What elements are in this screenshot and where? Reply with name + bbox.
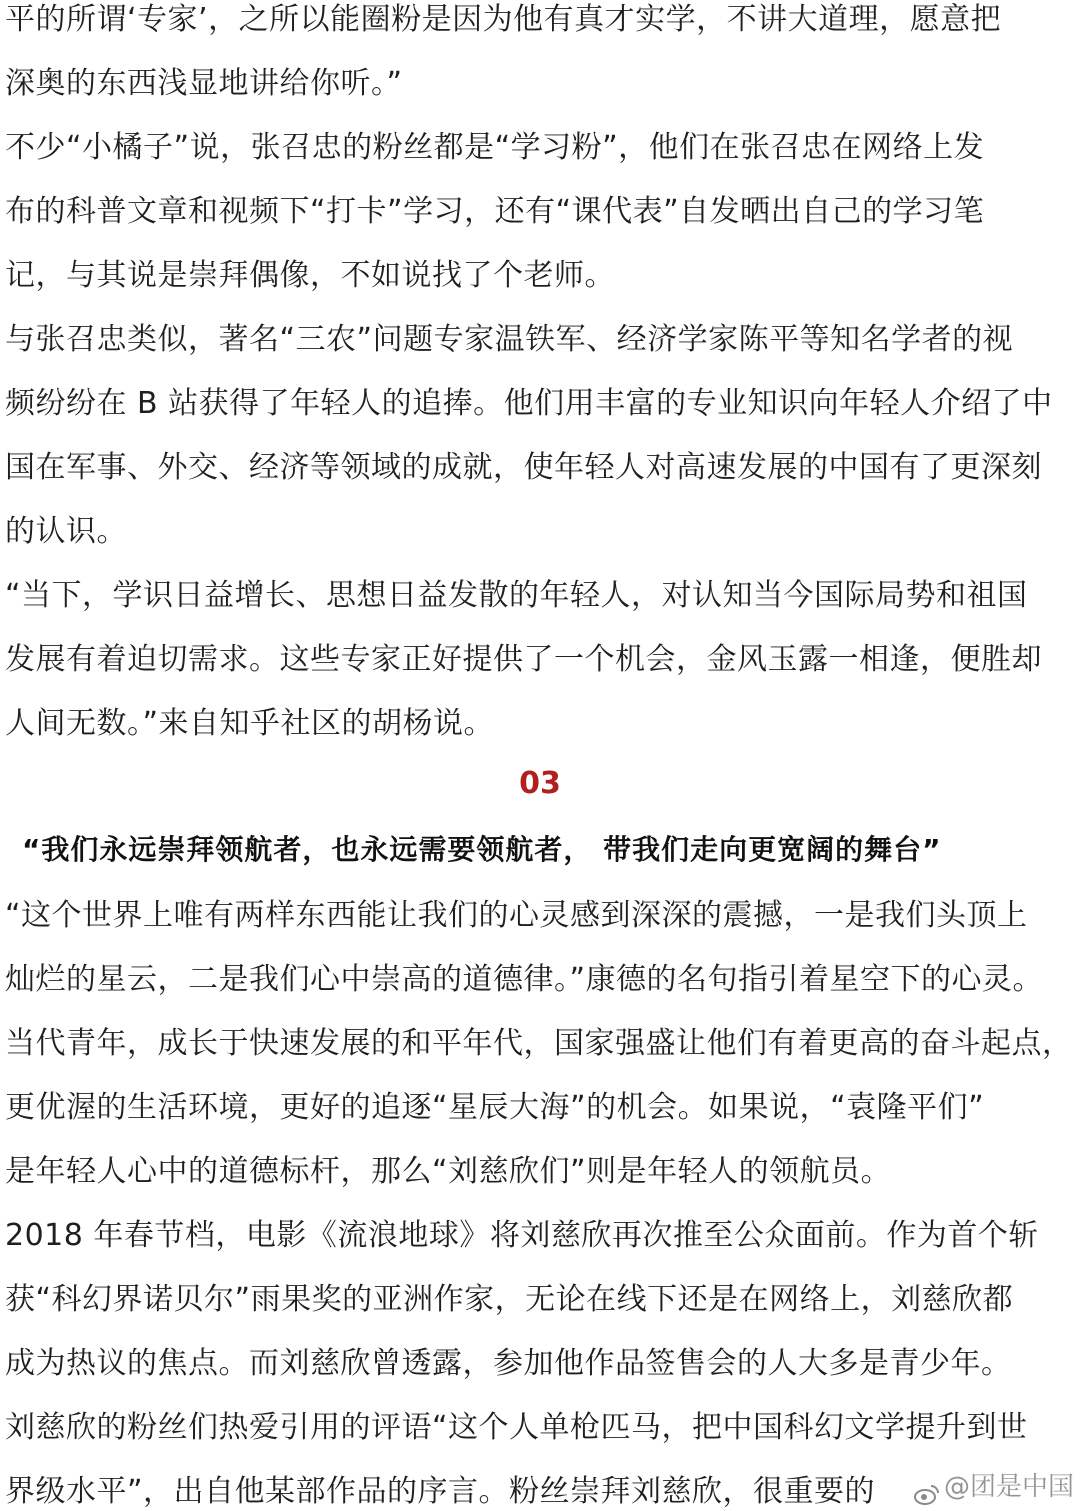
paragraph-line: 频纷纷在 B 站获得了年轻人的追捧。他们用丰富的专业知识向年轻人介绍了中 (5, 386, 1053, 421)
weibo-logo-icon (914, 1477, 940, 1499)
paragraph-line: 获“科幻界诺贝尔”雨果奖的亚洲作家，无论在线下还是在网络上，刘慈欣都 (5, 1282, 1014, 1317)
watermark-text: @团是中国 (943, 1472, 1074, 1502)
paragraph-line: 记，与其说是崇拜偶像，不如说找了个老师。 (5, 258, 615, 293)
paragraph-line: 灿烂的星云，二是我们心中崇高的道德律。”康德的名句指引着星空下的心灵。 (5, 962, 1044, 997)
section-number: 03 (519, 766, 561, 801)
paragraph-line: 深奥的东西浅显地讲给你听。” (5, 66, 403, 101)
paragraph-line: 成为热议的焦点。而刘慈欣曾透露，参加他作品签售会的人大多是青少年。 (5, 1346, 1012, 1381)
paragraph-line: “当下，学识日益增长、思想日益发散的年轻人，对认知当今国际局势和祖国 (5, 578, 1028, 613)
paragraph-line: 的认识。 (5, 514, 127, 549)
paragraph-line: 布的科普文章和视频下“打卡”学习，还有“课代表”自发晒出自己的学习笔 (5, 194, 985, 229)
paragraph-line: 不少“小橘子”说，张召忠的粉丝都是“学习粉”，他们在张召忠在网络上发 (5, 130, 985, 165)
paragraph-line: 平的所谓‘专家’，之所以能圈粉是因为他有真才实学，不讲大道理，愿意把 (5, 2, 1002, 37)
paragraph-line: 国在军事、外交、经济等领域的成就，使年轻人对高速发展的中国有了更深刻 (5, 450, 1042, 485)
paragraph-line: 界级水平”，出自他某部作品的序言。粉丝崇拜刘慈欣，很重要的 (5, 1474, 876, 1509)
paragraph-line: 刘慈欣的粉丝们热爱引用的评语“这个人单枪匹马，把中国科幻文学提升到世 (5, 1410, 1028, 1445)
paragraph-line: 发展有着迫切需求。这些专家正好提供了一个机会，金风玉露一相逢，便胜却 (5, 642, 1042, 677)
section-heading: “我们永远崇拜领航者，也永远需要领航者， 带我们走向更宽阔的舞台” (22, 833, 942, 866)
watermark (914, 1467, 1074, 1507)
paragraph-line: 更优渥的生活环境，更好的追逐“星辰大海”的机会。如果说，“袁隆平们” (5, 1090, 985, 1125)
paragraph-line: 人间无数。”来自知乎社区的胡杨说。 (5, 706, 495, 741)
paragraph-line: 当代青年，成长于快速发展的和平年代，国家强盛让他们有着更高的奋斗起点， (5, 1026, 1073, 1061)
paragraph-line: 是年轻人心中的道德标杆，那么“刘慈欣们”则是年轻人的领航员。 (5, 1154, 892, 1189)
paragraph-line: 2018 年春节档，电影《流浪地球》将刘慈欣再次推至公众面前。作为首个斩 (5, 1218, 1039, 1253)
paragraph-line: 与张召忠类似，著名“三农”问题专家温铁军、经济学家陈平等知名学者的视 (5, 322, 1014, 357)
paragraph-line: “这个世界上唯有两样东西能让我们的心灵感到深深的震撼，一是我们头顶上 (5, 898, 1028, 933)
